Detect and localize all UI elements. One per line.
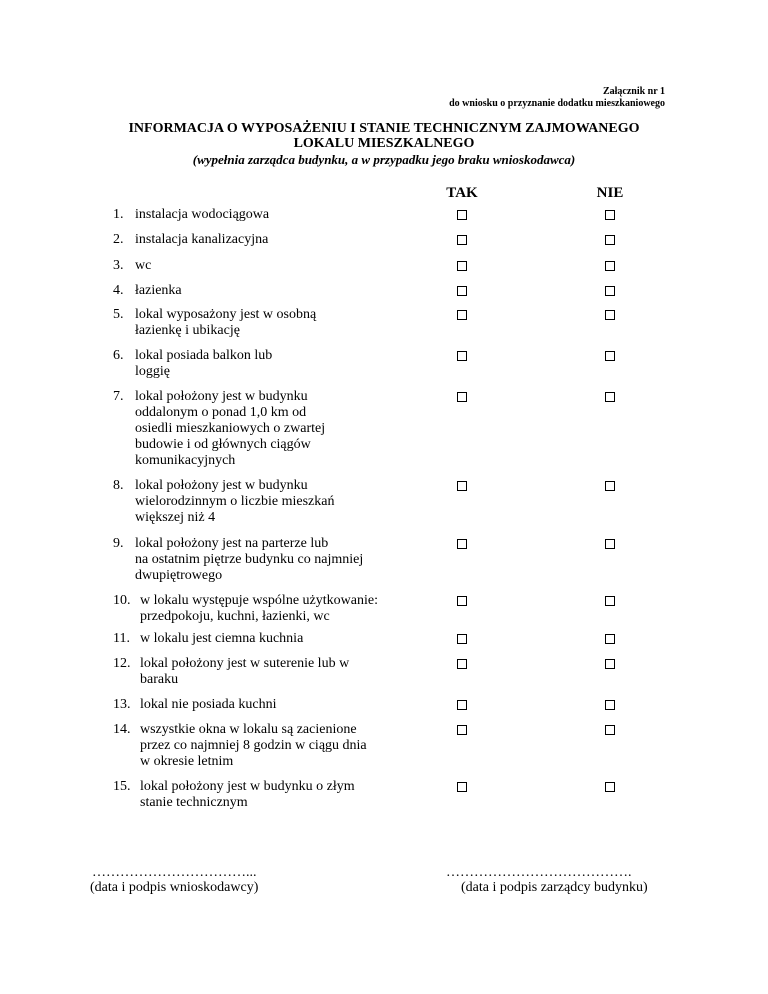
item-number: 13. (113, 697, 131, 712)
checkbox-no[interactable] (605, 596, 615, 606)
item-label-line: lokal położony jest w budynku (135, 478, 308, 493)
checkbox-no[interactable] (605, 392, 615, 402)
item-label-line: lokal wyposażony jest w osobną (135, 307, 317, 322)
item-label (140, 697, 420, 713)
item-label (140, 656, 420, 688)
item-label (135, 207, 415, 223)
checkbox-no[interactable] (605, 539, 615, 549)
item-label-line: loggię (135, 364, 170, 379)
checkbox-no[interactable] (605, 659, 615, 669)
checkbox-yes[interactable] (457, 481, 467, 491)
item-label (140, 593, 420, 625)
item-label-line: łazienka (135, 283, 182, 298)
item-label (140, 722, 420, 770)
item-number: 7. (113, 389, 124, 404)
item-label-line: większej niż 4 (135, 510, 216, 525)
checkbox-yes[interactable] (457, 286, 467, 296)
annex-description: do wniosku o przyznanie dodatku mieszkaniowego (449, 98, 665, 109)
checkbox-no[interactable] (605, 235, 615, 245)
item-label (135, 258, 415, 274)
item-number: 8. (113, 478, 124, 493)
item-label-line: lokal położony jest na parterze lub (135, 536, 329, 551)
item-label-line: budowie i od głównych ciągów (135, 437, 311, 452)
item-label-line: instalacja wodociągowa (135, 207, 270, 222)
signature-line-applicant: ……………………………... (92, 865, 257, 880)
item-label-line: wielorodzinnym o liczbie mieszkań (135, 494, 335, 509)
item-label-line: baraku (140, 672, 179, 687)
item-number: 2. (113, 232, 124, 247)
checkbox-yes[interactable] (457, 210, 467, 220)
checkbox-yes[interactable] (457, 351, 467, 361)
checkbox-yes[interactable] (457, 310, 467, 320)
checkbox-yes[interactable] (457, 634, 467, 644)
checkbox-no[interactable] (605, 634, 615, 644)
item-number: 11. (113, 631, 130, 646)
item-number: 5. (113, 307, 124, 322)
checkbox-no[interactable] (605, 725, 615, 735)
item-number: 1. (113, 207, 124, 222)
checkbox-no[interactable] (605, 700, 615, 710)
item-label (135, 536, 415, 584)
item-label (135, 232, 415, 248)
checkbox-yes[interactable] (457, 596, 467, 606)
checkbox-no[interactable] (605, 286, 615, 296)
item-label (140, 779, 420, 811)
checkbox-yes[interactable] (457, 700, 467, 710)
checkbox-no[interactable] (605, 261, 615, 271)
checkbox-yes[interactable] (457, 782, 467, 792)
checkbox-no[interactable] (605, 210, 615, 220)
item-label-line: w lokalu jest ciemna kuchnia (140, 631, 304, 646)
checkbox-no[interactable] (605, 310, 615, 320)
checkbox-yes[interactable] (457, 392, 467, 402)
item-label (135, 283, 415, 299)
item-number: 6. (113, 348, 124, 363)
item-label-line: osiedli mieszkaniowych o zwartej (135, 421, 326, 436)
item-label-line: wc (135, 258, 152, 273)
item-label-line: oddalonym o ponad 1,0 km od (135, 405, 307, 420)
item-label (135, 348, 415, 380)
item-number: 12. (113, 656, 131, 671)
document-title-line1: INFORMACJA O WYPOSAŻENIU I STANIE TECHNICZNYM ZAJMOWANEGO (128, 121, 640, 136)
item-label-line: dwupiętrowego (135, 568, 223, 583)
checkbox-yes[interactable] (457, 539, 467, 549)
item-label-line: lokal nie posiada kuchni (140, 697, 277, 712)
checkbox-yes[interactable] (457, 235, 467, 245)
checkbox-yes[interactable] (457, 725, 467, 735)
signature-caption-manager: (data i podpis zarządcy budynku) (461, 880, 648, 895)
item-label (140, 631, 420, 647)
item-number: 4. (113, 283, 124, 298)
item-label-line: przez co najmniej 8 godzin w ciągu dnia (140, 738, 367, 753)
item-label-line: w okresie letnim (140, 754, 234, 769)
signature-caption-applicant: (data i podpis wnioskodawcy) (90, 880, 259, 895)
item-label-line: na ostatnim piętrze budynku co najmniej (135, 552, 364, 567)
checkbox-no[interactable] (605, 351, 615, 361)
item-label-line: komunikacyjnych (135, 453, 236, 468)
item-number: 14. (113, 722, 131, 737)
item-label-line: lokal posiada balkon lub (135, 348, 273, 363)
item-label (135, 389, 415, 469)
checkbox-no[interactable] (605, 782, 615, 792)
item-label (135, 478, 415, 526)
column-header-no: NIE (596, 185, 624, 201)
item-label-line: lokal położony jest w suterenie lub w (140, 656, 350, 671)
item-label-line: przedpokoju, kuchni, łazienki, wc (140, 609, 330, 624)
annex-number: Załącznik nr 1 (602, 86, 665, 97)
item-number: 10. (113, 593, 131, 608)
item-number: 15. (113, 779, 131, 794)
document-title-line2: LOKALU MIESZKALNEGO (293, 136, 475, 151)
item-number: 9. (113, 536, 124, 551)
checkbox-no[interactable] (605, 481, 615, 491)
item-label-line: stanie technicznym (140, 795, 248, 810)
item-number: 3. (113, 258, 124, 273)
item-label-line: lokal położony jest w budynku o złym (140, 779, 355, 794)
item-label-line: w lokalu występuje wspólne użytkowanie: (140, 593, 378, 608)
checkbox-yes[interactable] (457, 261, 467, 271)
item-label-line: lokal położony jest w budynku (135, 389, 308, 404)
column-header-yes: TAK (446, 185, 478, 201)
item-label-line: łazienkę i ubikację (135, 323, 240, 338)
item-label (135, 307, 415, 339)
document-subtitle: (wypełnia zarządca budynku, a w przypadku jego braku wnioskodawca) (192, 152, 576, 167)
signature-line-manager: …………………………………. (446, 865, 632, 880)
item-label-line: instalacja kanalizacyjna (135, 232, 269, 247)
checkbox-yes[interactable] (457, 659, 467, 669)
item-label-line: wszystkie okna w lokalu są zacienione (140, 722, 357, 737)
